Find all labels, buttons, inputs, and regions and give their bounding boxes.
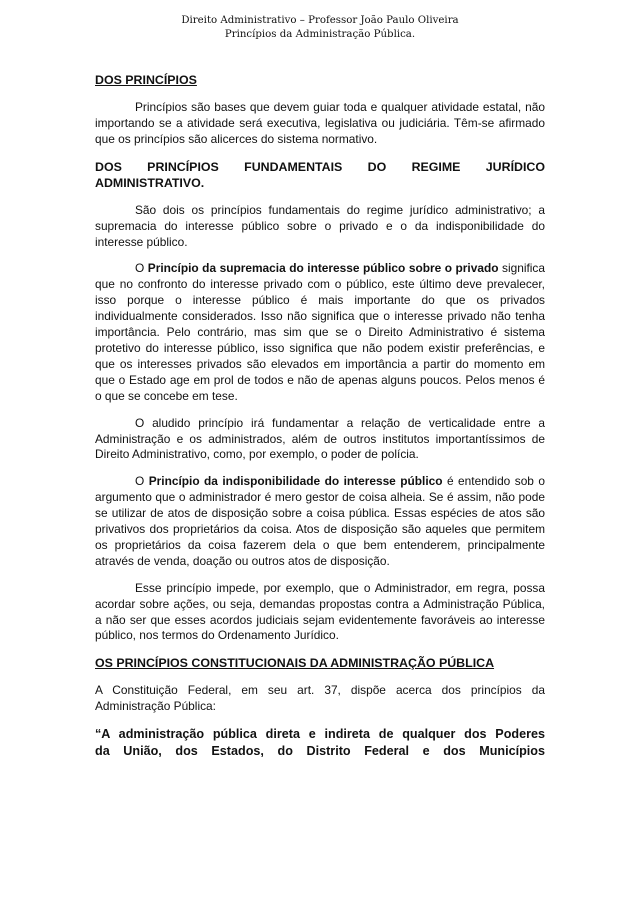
paragraph-supremacia-body: significa que no confronto do interesse privado com o público, este último deve prevalecer, isso porque o interesse público é mais importante do que os privados individualmente considerados. Isso não significa que o interesse privado não tenha importância. Pelo contrário, mas sim que se o Direito Administrativo é sistema protetivo do interesse público, isso significa que não podem existir preferências, e que os interesses privados são elevados em importância a partir do momento em que o Estado age em prol de todos e não de apenas alguns poucos. Pelos menos é o que se concebe em tese. — [95, 261, 545, 403]
section-title-fundamentais-line1: DOS PRINCÍPIOS FUNDAMENTAIS DO REGIME JURÍDICO — [95, 159, 545, 174]
paragraph-indisponibilidade — [95, 474, 545, 569]
paragraph-supremacia — [95, 261, 545, 404]
section-title-fundamentais-line2: ADMINISTRATIVO. — [95, 175, 205, 190]
quote-art37 — [95, 726, 545, 759]
header-subtitle: Princípios da Administração Pública. — [224, 29, 416, 40]
paragraph-supremacia-lead: O — [135, 261, 148, 276]
paragraph-indisponibilidade-body: é entendido sob o argumento que o administrador é mero gestor de coisa alheia. Se é assim, não pode se utilizar de atos de disposição sobre a coisa pública. Essas espécies de atos são privativos dos proprietários da coisa. Atos de disposição são aqueles que permitem os proprietários da coisa fazerem dela o que bem entenderem, principalmente através de venda, doação ou outros atos de disposição. — [95, 474, 545, 568]
paragraph-principios: Princípios são bases que devem guiar toda e qualquer atividade estatal, não importando se a atividade será executiva, legislativa ou judiciária. Têm-se afirmado que os princípios são alicerces do sistema normativo. — [95, 100, 545, 146]
section-title-principios: DOS PRINCÍPIOS — [95, 73, 197, 87]
section-title-fundamentais — [95, 159, 545, 191]
document-page — [95, 14, 545, 770]
principle-indisponibilidade-name: Princípio da indisponibilidade do interesse público — [148, 474, 443, 489]
page-header — [95, 14, 545, 42]
paragraph-indisponibilidade-lead: O — [135, 474, 149, 489]
header-title: Direito Administrativo – Professor João Paulo Oliveira — [181, 15, 459, 26]
paragraph-esse-principio: Esse princípio impede, por exemplo, que o Administrador, em regra, possa acordar sobre ações, ou seja, demandas propostas contra a Administração Pública, a não ser que esses acordos judiciais sejam evidentemente favoráveis ao interesse público, nos termos do Ordenamento Jurídico. — [95, 580, 545, 643]
principle-supremacia-name: Princípio da supremacia do interesse público sobre o privado — [147, 261, 499, 276]
paragraph-aludido: O aludido princípio irá fundamentar a relação de verticalidade entre a Administração e os administrados, além de outros institutos importantíssimos de Direito Administrativo, como, por exemplo, o poder de polícia. — [95, 415, 545, 462]
paragraph-fundamentais: São dois os princípios fundamentais do regime jurídico administrativo; a supremacia do interesse público sobre o privado e o da indisponibilidade do interesse público. — [95, 202, 545, 249]
section-title-constitucionais: OS PRINCÍPIOS CONSTITUCIONAIS DA ADMINISTRAÇÃO PÚBLICA — [95, 656, 495, 671]
quote-line-1: “A administração pública direta e indireta de qualquer dos Poderes — [95, 727, 545, 742]
paragraph-constituicao: A Constituição Federal, em seu art. 37, dispõe acerca dos princípios da Administração Pública: — [95, 683, 545, 714]
quote-line-2: da União, dos Estados, do Distrito Federal e dos Municípios — [95, 743, 545, 758]
